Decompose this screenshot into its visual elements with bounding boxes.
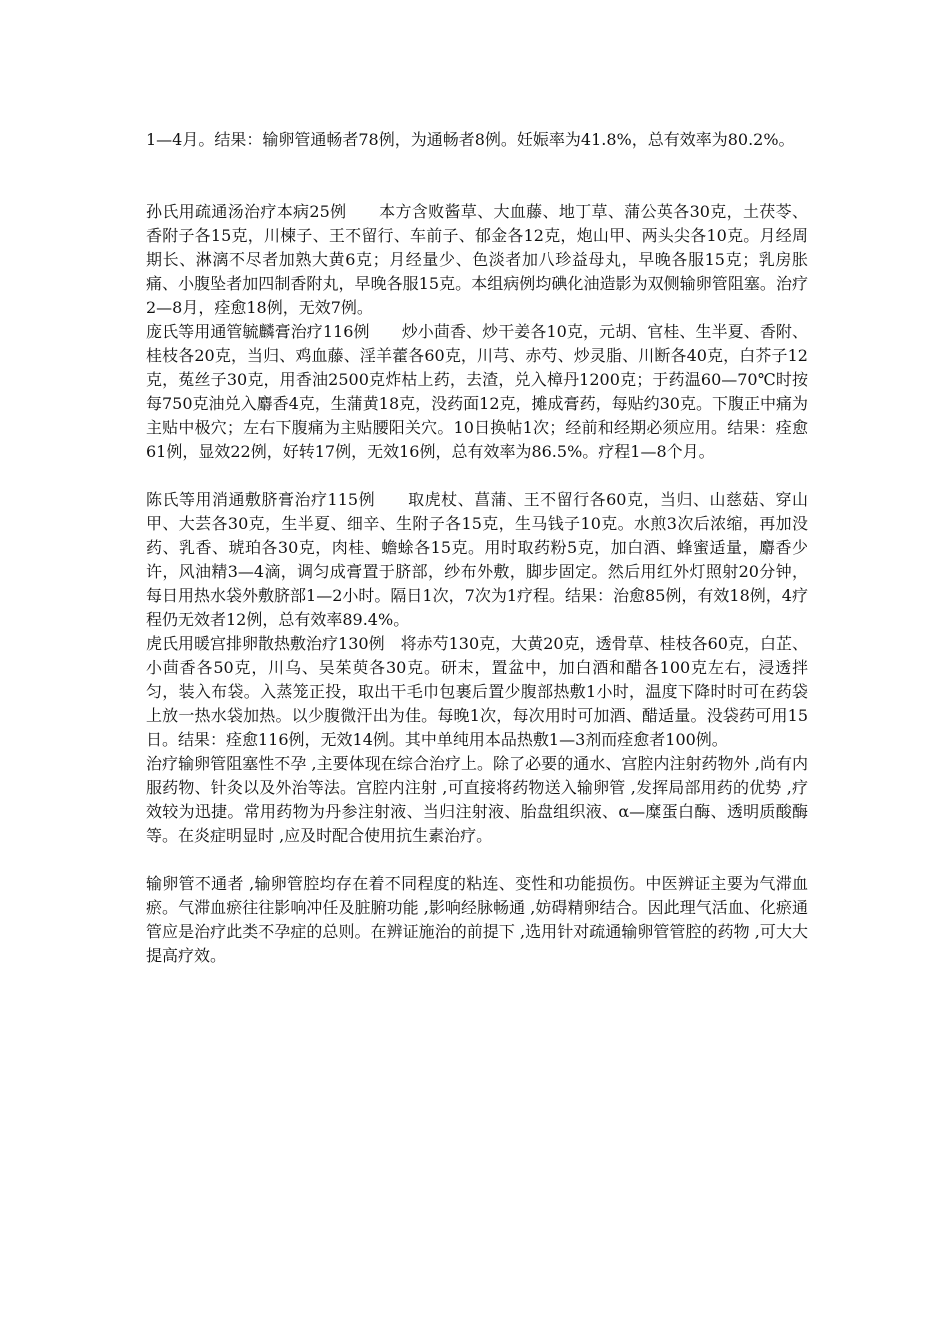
paragraph-hu-nuangong-pailuan-san: 虎氏用暖宫排卵散热敷治疗130例 将赤芍130克，大黄20克，透骨草、桂枝各60克，白芷、小茴香各50克，川乌、吴茱萸各30克。研末，置盆中，加白酒和醋各100克左右，浸透拌匀，装入布袋。入蒸笼正投，取出干毛巾包裹后置少腹部热敷1小时，温度下降时时可在药袋上放一热水袋加热。以少腹微汗出为佳。每晚1次，每次用时可加酒、醋适量。没袋药可用15日。结果：痊愈116例，无效14例。其中单纯用本品热敷1—3剂而痊愈者100例。 bbox=[146, 634, 808, 749]
paragraph-result-summary: 1—4月。结果：输卵管通畅者78例，为通畅者8例。妊娠率为41.8%，总有效率为80.2%。 bbox=[146, 130, 795, 149]
paragraph-spacer bbox=[146, 464, 808, 488]
paragraph-combined-treatment: 治疗输卵管阻塞性不孕 ,主要体现在综合治疗上。除了必要的通水、宫腔内注射药物外 ,尚有内服药物、针灸以及外治等法。宫腔内注射 ,可直接将药物送入输卵管 ,发挥局部用药的优势 ,疗效较为迅捷。常用药物为丹参注射液、当归注射液、胎盘组织液、α—糜蛋白酶、透明质酸酶等。在炎症明显时 ,应及时配合使用抗生素治疗。 bbox=[146, 754, 808, 845]
paragraph-sun-shutong-tang: 孙氏用疏通汤治疗本病25例 本方含败酱草、大血藤、地丁草、蒲公英各30克，土茯苓、香附子各15克，川楝子、王不留行、车前子、郁金各12克，炮山甲、两头尖各10克。月经周期长、淋漓不尽者加熟大黄6克；月经量少、色淡者加八珍益母丸，早晚各服15克；乳房胀痛、小腹坠者加四制香附丸，早晚各服15克。本组病例均碘化油造影为双侧输卵管阻塞。治疗2—8月，痊愈18例，无效7例。 bbox=[146, 202, 808, 317]
paragraph-pang-tongguan-yulin-gao: 庞氏等用通管毓麟膏治疗116例 炒小茴香、炒干姜各10克，元胡、官桂、生半夏、香附、桂枝各20克，当归、鸡血藤、淫羊藿各60克，川芎、赤芍、炒灵脂、川断各40克，白芥子12克，菟丝子30克，用香油2500克炸枯上药，去渣，兑入樟丹1200克；于药温60—70℃时按每750克油兑入麝香4克，生蒲黄18克，没药面12克，摊成膏药，每贴约30克。下腹正中痛为主贴中极穴；左右下腹痛为主贴腰阳关穴。10日换帖1次；经前和经期必须应用。结果：痊愈61例，显效22例，好转17例，无效16例，总有效率为86.5%。疗程1—8个月。 bbox=[146, 322, 808, 461]
paragraph-tcm-principle: 输卵管不通者 ,输卵管腔均存在着不同程度的粘连、变性和功能损伤。中医辨证主要为气滞血瘀。气滞血瘀往往影响冲任及脏腑功能 ,影响经脉畅通 ,妨碍精卵结合。因此理气活血、化瘀通管应是治疗此类不孕症的总则。在辨证施治的前提下 ,选用针对疏通输卵管管腔的药物 ,可大大提高疗效。 bbox=[146, 874, 808, 965]
paragraph-spacer bbox=[146, 848, 808, 872]
paragraph-spacer bbox=[146, 152, 808, 200]
document-body bbox=[146, 128, 808, 968]
paragraph-chen-xiaotong-fuqi-gao: 陈氏等用消通敷脐膏治疗115例 取虎杖、菖蒲、王不留行各60克，当归、山慈菇、穿山甲、大芸各30克，生半夏、细辛、生附子各15克，生马钱子10克。水煎3次后浓缩，再加没药、乳香、琥珀各30克，肉桂、蟾蜍各15克。用时取药粉5克，加白酒、蜂蜜适量，麝香少许，风油精3—4滴，调匀成膏置于脐部，纱布外敷，脚步固定。然后用红外灯照射20分钟，每日用热水袋外敷脐部1—2小时。隔日1次，7次为1疗程。结果：治愈85例，有效18例，4疗程仍无效者12例，总有效率89.4%。 bbox=[146, 490, 808, 629]
